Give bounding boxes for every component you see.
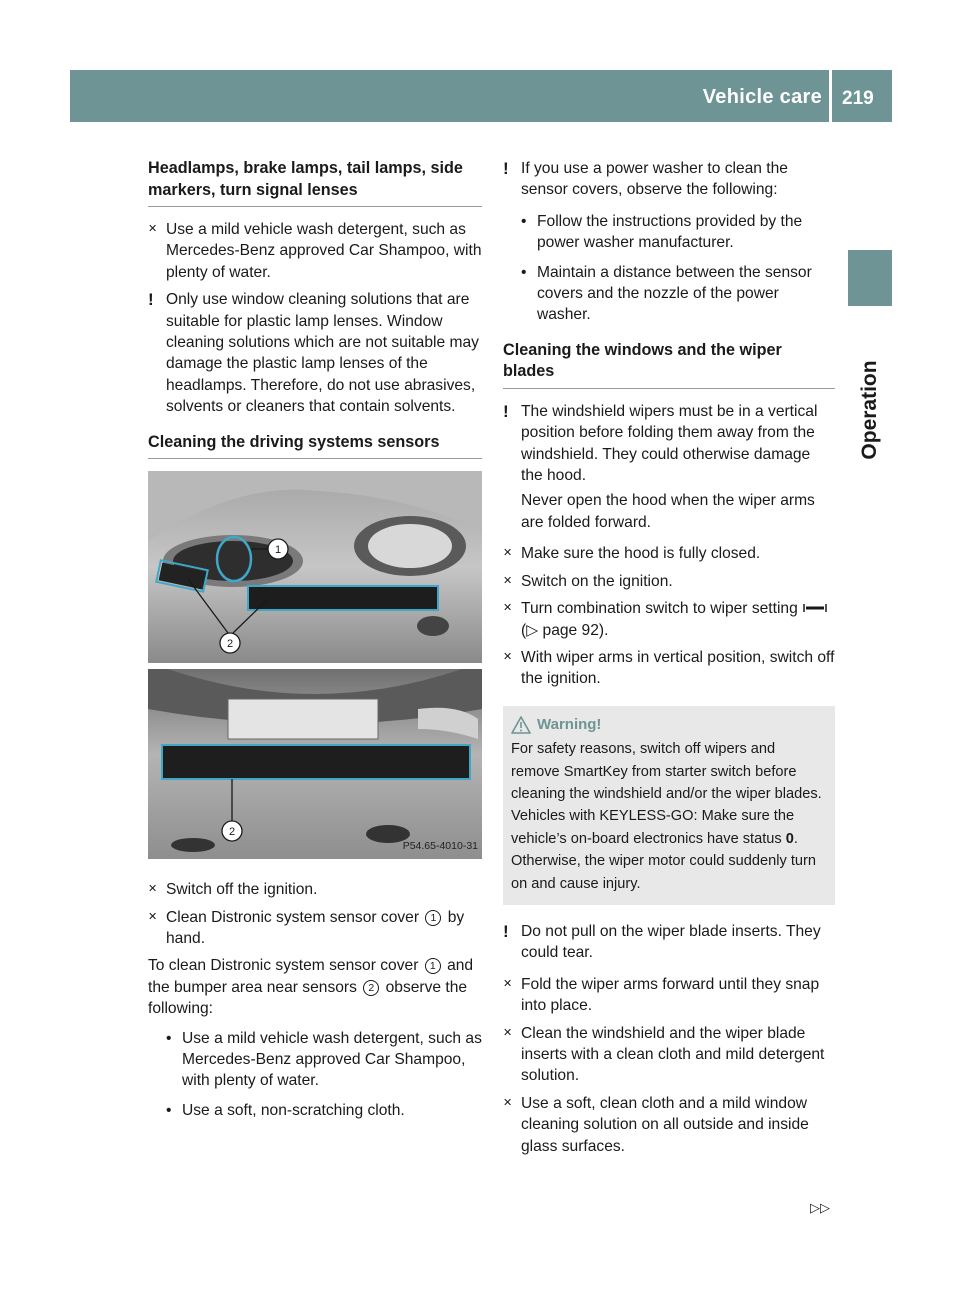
heading-windows-wipers: Cleaning the windows and the wiper blades <box>503 340 835 389</box>
ref-number-1: 1 <box>425 910 441 926</box>
note-wiper-inserts: ! Do not pull on the wiper blade inserts. They could tear. <box>503 921 821 962</box>
heading-headlamps: Headlamps, brake lamps, tail lamps, side markers, turn signal lenses <box>148 158 482 207</box>
rear-bumper-photo <box>148 669 482 859</box>
exclamation-icon: ! <box>503 921 509 941</box>
front-bumper-photo <box>148 471 482 663</box>
photo-code: P54.65-4010-31 <box>402 839 478 852</box>
bullet-soft-cloth: • Use a soft, non-scratching cloth. <box>148 1100 482 1121</box>
section-title: Vehicle care <box>702 86 822 108</box>
note-wiper-position: ! The windshield wipers must be in a vertical position before folding them away from the windshield. They could otherwise damage the hood. Never open the hood when the wiper arms are folded forward. <box>503 401 818 531</box>
instruction-fold-wiper: ✕ Fold the wiper arms forward until they snap into place. <box>503 974 835 1017</box>
callout-2: 2 <box>226 638 234 651</box>
instruction-switch-off-ignition: ✕ Switch off the ignition. <box>148 879 482 900</box>
paragraph-clean-sensor: To clean Distronic system sensor cover 1 and the bumper area near sensors 2 observe the following: <box>148 957 474 1018</box>
callout-1: 1 <box>274 544 282 557</box>
right-column <box>503 158 835 1163</box>
exclamation-icon: ! <box>503 159 509 178</box>
instruction-switch-on-ignition: ✕ Switch on the ignition. <box>503 571 835 592</box>
warning-title: Warning! <box>537 715 602 733</box>
bullet-mild-detergent: • Use a mild vehicle wash detergent, such as Mercedes-Benz approved Car Shampoo, with plenty of water. <box>148 1028 482 1092</box>
bullet-maintain-distance: • Maintain a distance between the sensor covers and the nozzle of the power washer. <box>503 262 835 326</box>
warning-box <box>503 706 835 905</box>
page-number: 219 <box>842 88 874 109</box>
left-column <box>148 158 482 1129</box>
exclamation-icon: ! <box>148 290 154 310</box>
wiper-switch-icon <box>802 602 828 614</box>
heading-driving-sensors: Cleaning the driving systems sensors <box>148 432 482 460</box>
instruction-mild-detergent: ✕ Use a mild vehicle wash detergent, such as Mercedes-Benz approved Car Shampoo, with plenty of water. <box>148 219 482 283</box>
note-power-washer: ! If you use a power washer to clean the sensor covers, observe the following: <box>503 159 788 199</box>
instruction-clean-sensor-cover: ✕ Clean Distronic system sensor cover 1 by hand. <box>148 907 482 950</box>
ref-number-2: 2 <box>363 980 379 996</box>
instruction-wiper-setting: ✕ Turn combination switch to wiper setting (▷ page 92). <box>503 598 835 641</box>
callout-2b: 2 <box>228 826 236 839</box>
note-window-cleaning: ! Only use window cleaning solutions that are suitable for plastic lamp lenses. Window cleaning solutions which are not suitable may damage the plastic lamp lenses of the headlamps. Therefore, do not use abrasives, solvents or cleaners that contain solvents. <box>148 290 479 416</box>
side-tab-marker <box>848 250 892 306</box>
next-page-arrow: ▷▷ <box>810 1200 830 1215</box>
warning-text: For safety reasons, switch off wipers and remove SmartKey from starter switch before cleaning the windshield and/or the wiper blades. Vehicles with KEYLESS-GO: Make sure the vehicle’s on-board electronics have status 0. Otherwise, the wiper motor could suddenly turn on and cause injury. <box>511 741 822 892</box>
side-tab-label: Operation <box>858 360 881 460</box>
instruction-clean-glass: ✕ Use a soft, clean cloth and a mild window cleaning solution on all outside and inside glass surfaces. <box>503 1093 835 1157</box>
exclamation-icon: ! <box>503 401 509 421</box>
bullet-manufacturer-instructions: • Follow the instructions provided by the power washer manufacturer. <box>503 211 835 254</box>
ref-number-1: 1 <box>425 958 441 974</box>
instruction-vertical-position: ✕ With wiper arms in vertical position, switch off the ignition. <box>503 647 835 690</box>
instruction-hood-closed: ✕ Make sure the hood is fully closed. <box>503 543 835 564</box>
header-separator <box>829 70 832 122</box>
warning-triangle-icon <box>511 716 531 734</box>
instruction-clean-windshield: ✕ Clean the windshield and the wiper blade inserts with a clean cloth and mild detergent solution. <box>503 1023 835 1087</box>
